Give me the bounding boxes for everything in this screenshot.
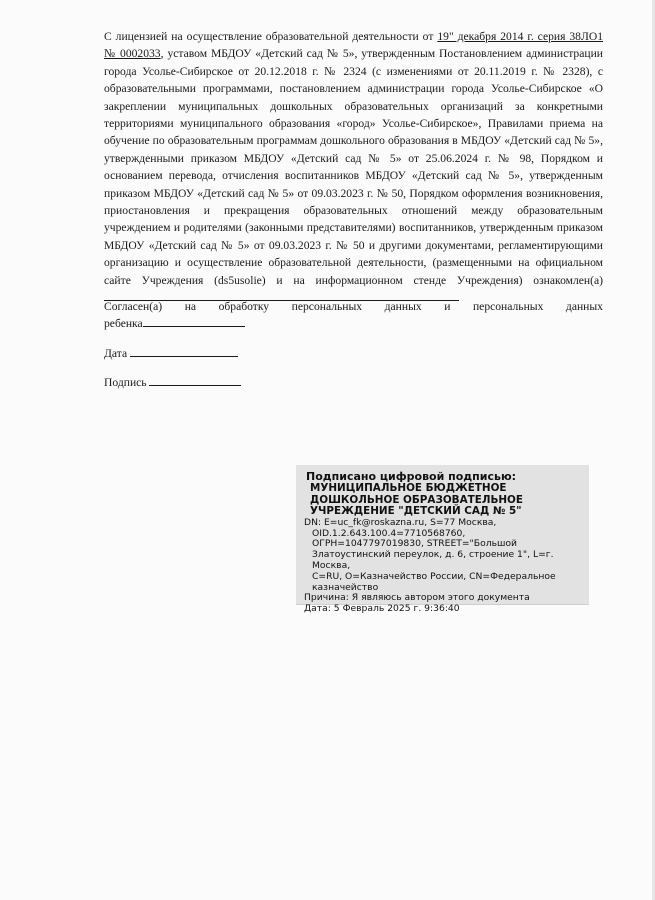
signature-dn-line: C=RU, O=Казначейство России, CN=Федеральное bbox=[312, 570, 556, 582]
signature-org-line: МУНИЦИПАЛЬНОЕ БЮДЖЕТНОЕ bbox=[310, 482, 507, 494]
consent-word: и bbox=[444, 300, 451, 313]
consent-word: данных bbox=[565, 300, 603, 313]
consent-word: персональных bbox=[291, 300, 363, 313]
consent-word: обработку bbox=[218, 300, 270, 313]
consent-word: Согласен(а) bbox=[104, 300, 163, 313]
signature-dn-line: казначейство bbox=[312, 581, 379, 593]
date-label: Дата bbox=[104, 347, 128, 360]
digital-signature-stamp bbox=[296, 465, 589, 615]
license-text-start: С лицензией на осуществление образовательной деятельности от bbox=[104, 30, 438, 43]
date-field bbox=[104, 345, 238, 362]
license-text-rest: , уставом МБДОУ «Детский сад № 5», утвержденным Постановлением администрации города Усолье-Сибирское от 20.12.2018 г. № 2324 (с изменениями от 20.11.2019 г. № 2328), с образовательными программами, постановлением администрации города Усолье-Сибирское «О закреплении муниципальных дошкольных образовательных организаций за конкретными территориями муниципального образования «город» Усолье-Сибирское», Правилами приема на обучение по образовательным программам дошкольного образования в МБДОУ «Детский сад № 5», утвержденными приказом МБДОУ «Детский сад № 5» от 25.06.2024 г. № 98, Порядком и основанием перевода, отчисления воспитанников МБДОУ «Детский сад № 5», утвержденным приказом МБДОУ «Детский сад № 5» от 09.03.2023 г. № 50, Порядком оформления возникновения, приостановления и прекращения образовательных отношений между образовательным учреждением и родителями (законными представителями) воспитанников, утвержденным приказом МБДОУ «Детский сад № 5» от 09.03.2023 г. № 50 и другими документами, регламентирующими организацию и осуществление образовательной деятельности, (размещенными на официальном сайте Учреждения (ds5usolie) и на информационном стенде Учреждения) ознакомлен(а) bbox=[104, 47, 603, 287]
license-paragraph bbox=[104, 28, 603, 307]
signature-stamp-title: Подписано цифровой подписью: bbox=[306, 470, 517, 483]
consent-word: данных bbox=[384, 300, 422, 313]
date-blank-line bbox=[130, 345, 238, 357]
signature-dn-line: DN: E=uc_fk@roskazna.ru, S=77 Москва, bbox=[304, 516, 497, 528]
consent-blank-line bbox=[143, 315, 245, 327]
signature-dn-line: Златоустинский переулок, д. 6, строение 1", L=г. Москва, bbox=[312, 549, 554, 571]
consent-word: на bbox=[184, 300, 197, 313]
signature-blank-line bbox=[149, 374, 241, 386]
signature-field bbox=[104, 374, 241, 391]
signature-date: Дата: 5 Февраль 2025 г. 9:36:40 bbox=[304, 603, 460, 615]
signature-dn-line: ОГРН=1047797019830, STREET="Большой bbox=[312, 538, 517, 550]
signature-org-line: УЧРЕЖДЕНИЕ "ДЕТСКИЙ САД № 5" bbox=[310, 505, 522, 518]
license-number: № 0002033 bbox=[104, 47, 161, 61]
signature-reason: Причина: Я являюсь автором этого документа bbox=[304, 592, 530, 604]
consent-child-line bbox=[104, 315, 603, 332]
consent-line bbox=[104, 298, 603, 315]
signature-org-line: ДОШКОЛЬНОЕ ОБРАЗОВАТЕЛЬНОЕ bbox=[310, 493, 523, 506]
consent-block bbox=[104, 298, 603, 333]
license-reference: 19" декабря 2014 г. серия 38ЛО1 bbox=[437, 30, 604, 43]
signature-label: Подпись bbox=[104, 376, 147, 389]
consent-word: персональных bbox=[472, 300, 544, 313]
signature-dn-line: OID.1.2.643.100.4=7710568760, bbox=[312, 527, 466, 539]
consent-child-label: ребенка bbox=[104, 317, 143, 331]
